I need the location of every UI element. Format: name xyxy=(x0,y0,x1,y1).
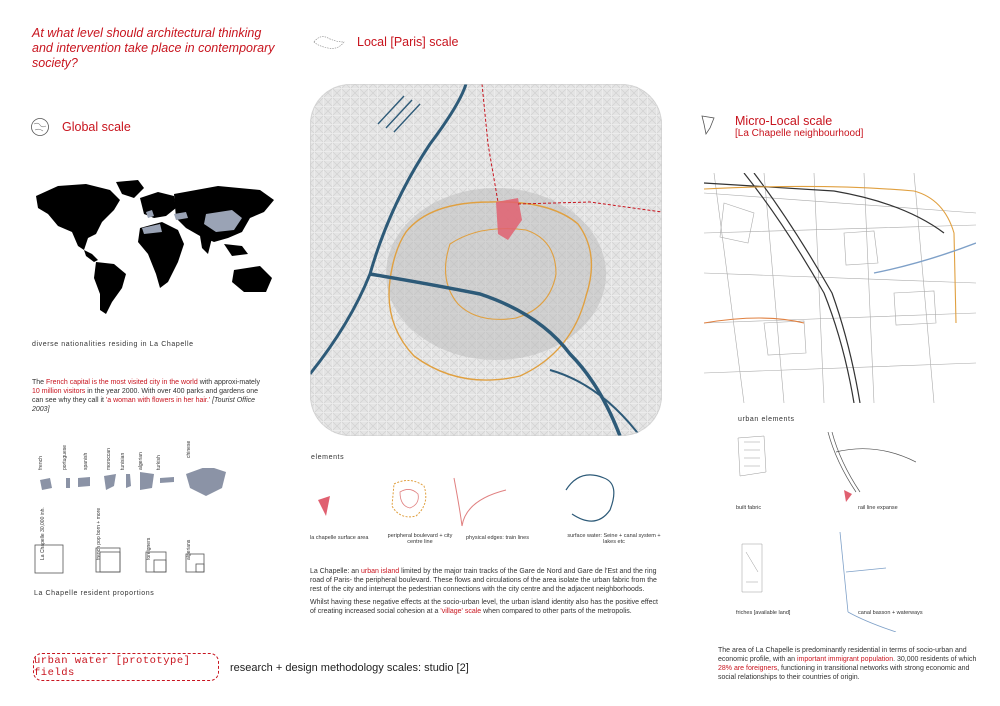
project-title: urban water [prototype] fields xyxy=(34,655,191,679)
elements-icons xyxy=(310,470,662,530)
nationality-label: turkish xyxy=(156,455,162,470)
nationality-label: french xyxy=(38,456,44,470)
global-text-c: with approxi-mately xyxy=(197,379,260,386)
urban-elements-label: urban elements xyxy=(738,416,795,423)
nationality-label: moroccan xyxy=(106,448,112,470)
urban-element-caption: rail line expanse xyxy=(858,505,898,511)
nationality-shapes xyxy=(36,468,236,508)
local-p1-a: La Chapelle: an xyxy=(310,568,361,575)
micro-subtitle: [La Chapelle neighbourhood] xyxy=(735,128,864,139)
proportion-squares xyxy=(34,544,234,580)
global-text-b: French capital is the most visited city in the world xyxy=(46,379,198,386)
paris-map xyxy=(310,84,662,436)
proportion-label: La Chapelle 30,000 inh. xyxy=(40,507,46,560)
global-text-g: [Tourist Office 2003] xyxy=(32,397,256,413)
local-title: Local [Paris] scale xyxy=(357,35,459,49)
footer-subtitle: research + design methodology scales: studio [2] xyxy=(230,662,469,674)
local-p1-c: limited by the major train tracks of the Gare de Nord and Gare de l'Est and the ring road of Paris- the peripheral boulevard. These flows and circulations of the area isolate the urban fabric from the rest of the city and interrupt the pedestrian connections with the city centre and the adjacent neighborhoods. xyxy=(310,568,657,593)
micro-text-a: The area of La Chapelle is predominantly residential in terms of socio-urban and economic profile, with an xyxy=(718,647,967,663)
nationality-label: algerian xyxy=(138,452,144,470)
world-map xyxy=(28,178,276,318)
global-text-e: in the year 2000. With over 400 parks and gardens one can see why they call it xyxy=(32,388,259,404)
global-title: Global scale xyxy=(62,120,131,134)
proportion-label: french pop born + more xyxy=(96,507,102,560)
micro-text-e: , functioning in transitional networks with strong economic and social relationships to their countries of origin. xyxy=(718,665,970,681)
elements-label: elements xyxy=(311,454,345,461)
project-title-box xyxy=(33,653,219,681)
la-chapelle-map xyxy=(704,173,976,403)
local-paragraph-1 xyxy=(310,567,664,594)
local-p1-b: urban island xyxy=(360,568,400,575)
local-p2-c: when compared to other parts of the metropolis. xyxy=(481,608,632,615)
element-caption: la chapelle surface area xyxy=(310,535,369,541)
local-p2-a: Whilst having these negative effects at the socio-urban level, the urban island identity also has the positive effect of creating increased social cohesion at a xyxy=(310,599,659,615)
world-map-caption: diverse nationalities residing in La Chapelle xyxy=(32,341,194,348)
nationality-label: tunisian xyxy=(120,452,126,470)
proportion-label: algerians xyxy=(186,539,192,560)
paris-outline-icon xyxy=(312,32,346,52)
micro-text-b: important immigrant population xyxy=(796,656,894,663)
local-p2-b: 'village' scale xyxy=(440,608,482,615)
micro-text-c: . 30,000 residents of which xyxy=(893,656,977,663)
global-text-f: 'a woman with flowers in her hair.' xyxy=(105,397,211,404)
global-text-d: 10 million visitors xyxy=(32,388,86,395)
global-paragraph xyxy=(32,378,268,414)
proportion-label: foreigners xyxy=(146,537,152,560)
globe-icon xyxy=(30,117,50,137)
element-caption: physical edges: train lines xyxy=(466,535,529,541)
urban-element-thumbs xyxy=(736,432,916,632)
local-paragraph-2 xyxy=(310,598,664,616)
proportions-title: La Chapelle resident proportions xyxy=(34,590,155,597)
chapelle-outline-icon xyxy=(700,114,718,136)
nationality-label: chinese xyxy=(186,440,192,458)
urban-element-caption: built fabric xyxy=(736,505,762,511)
header-question: At what level should architectural thinking and intervention take place in contemporary society? xyxy=(32,26,275,70)
urban-element-caption: canal basson + waterways xyxy=(858,610,923,616)
element-caption: peripheral boulevard + city centre line xyxy=(387,533,453,545)
nationality-label: spanish xyxy=(83,452,89,470)
nationality-label: portuguese xyxy=(62,444,68,470)
micro-paragraph xyxy=(718,646,980,682)
micro-title: Micro-Local scale xyxy=(735,114,833,128)
micro-text-d: 28% are foreigners xyxy=(718,665,778,672)
urban-element-caption: friches [available land] xyxy=(736,610,791,616)
element-caption: surface water: Seine + canal system + lakes etc xyxy=(567,533,661,545)
global-text-a: The xyxy=(32,379,47,386)
